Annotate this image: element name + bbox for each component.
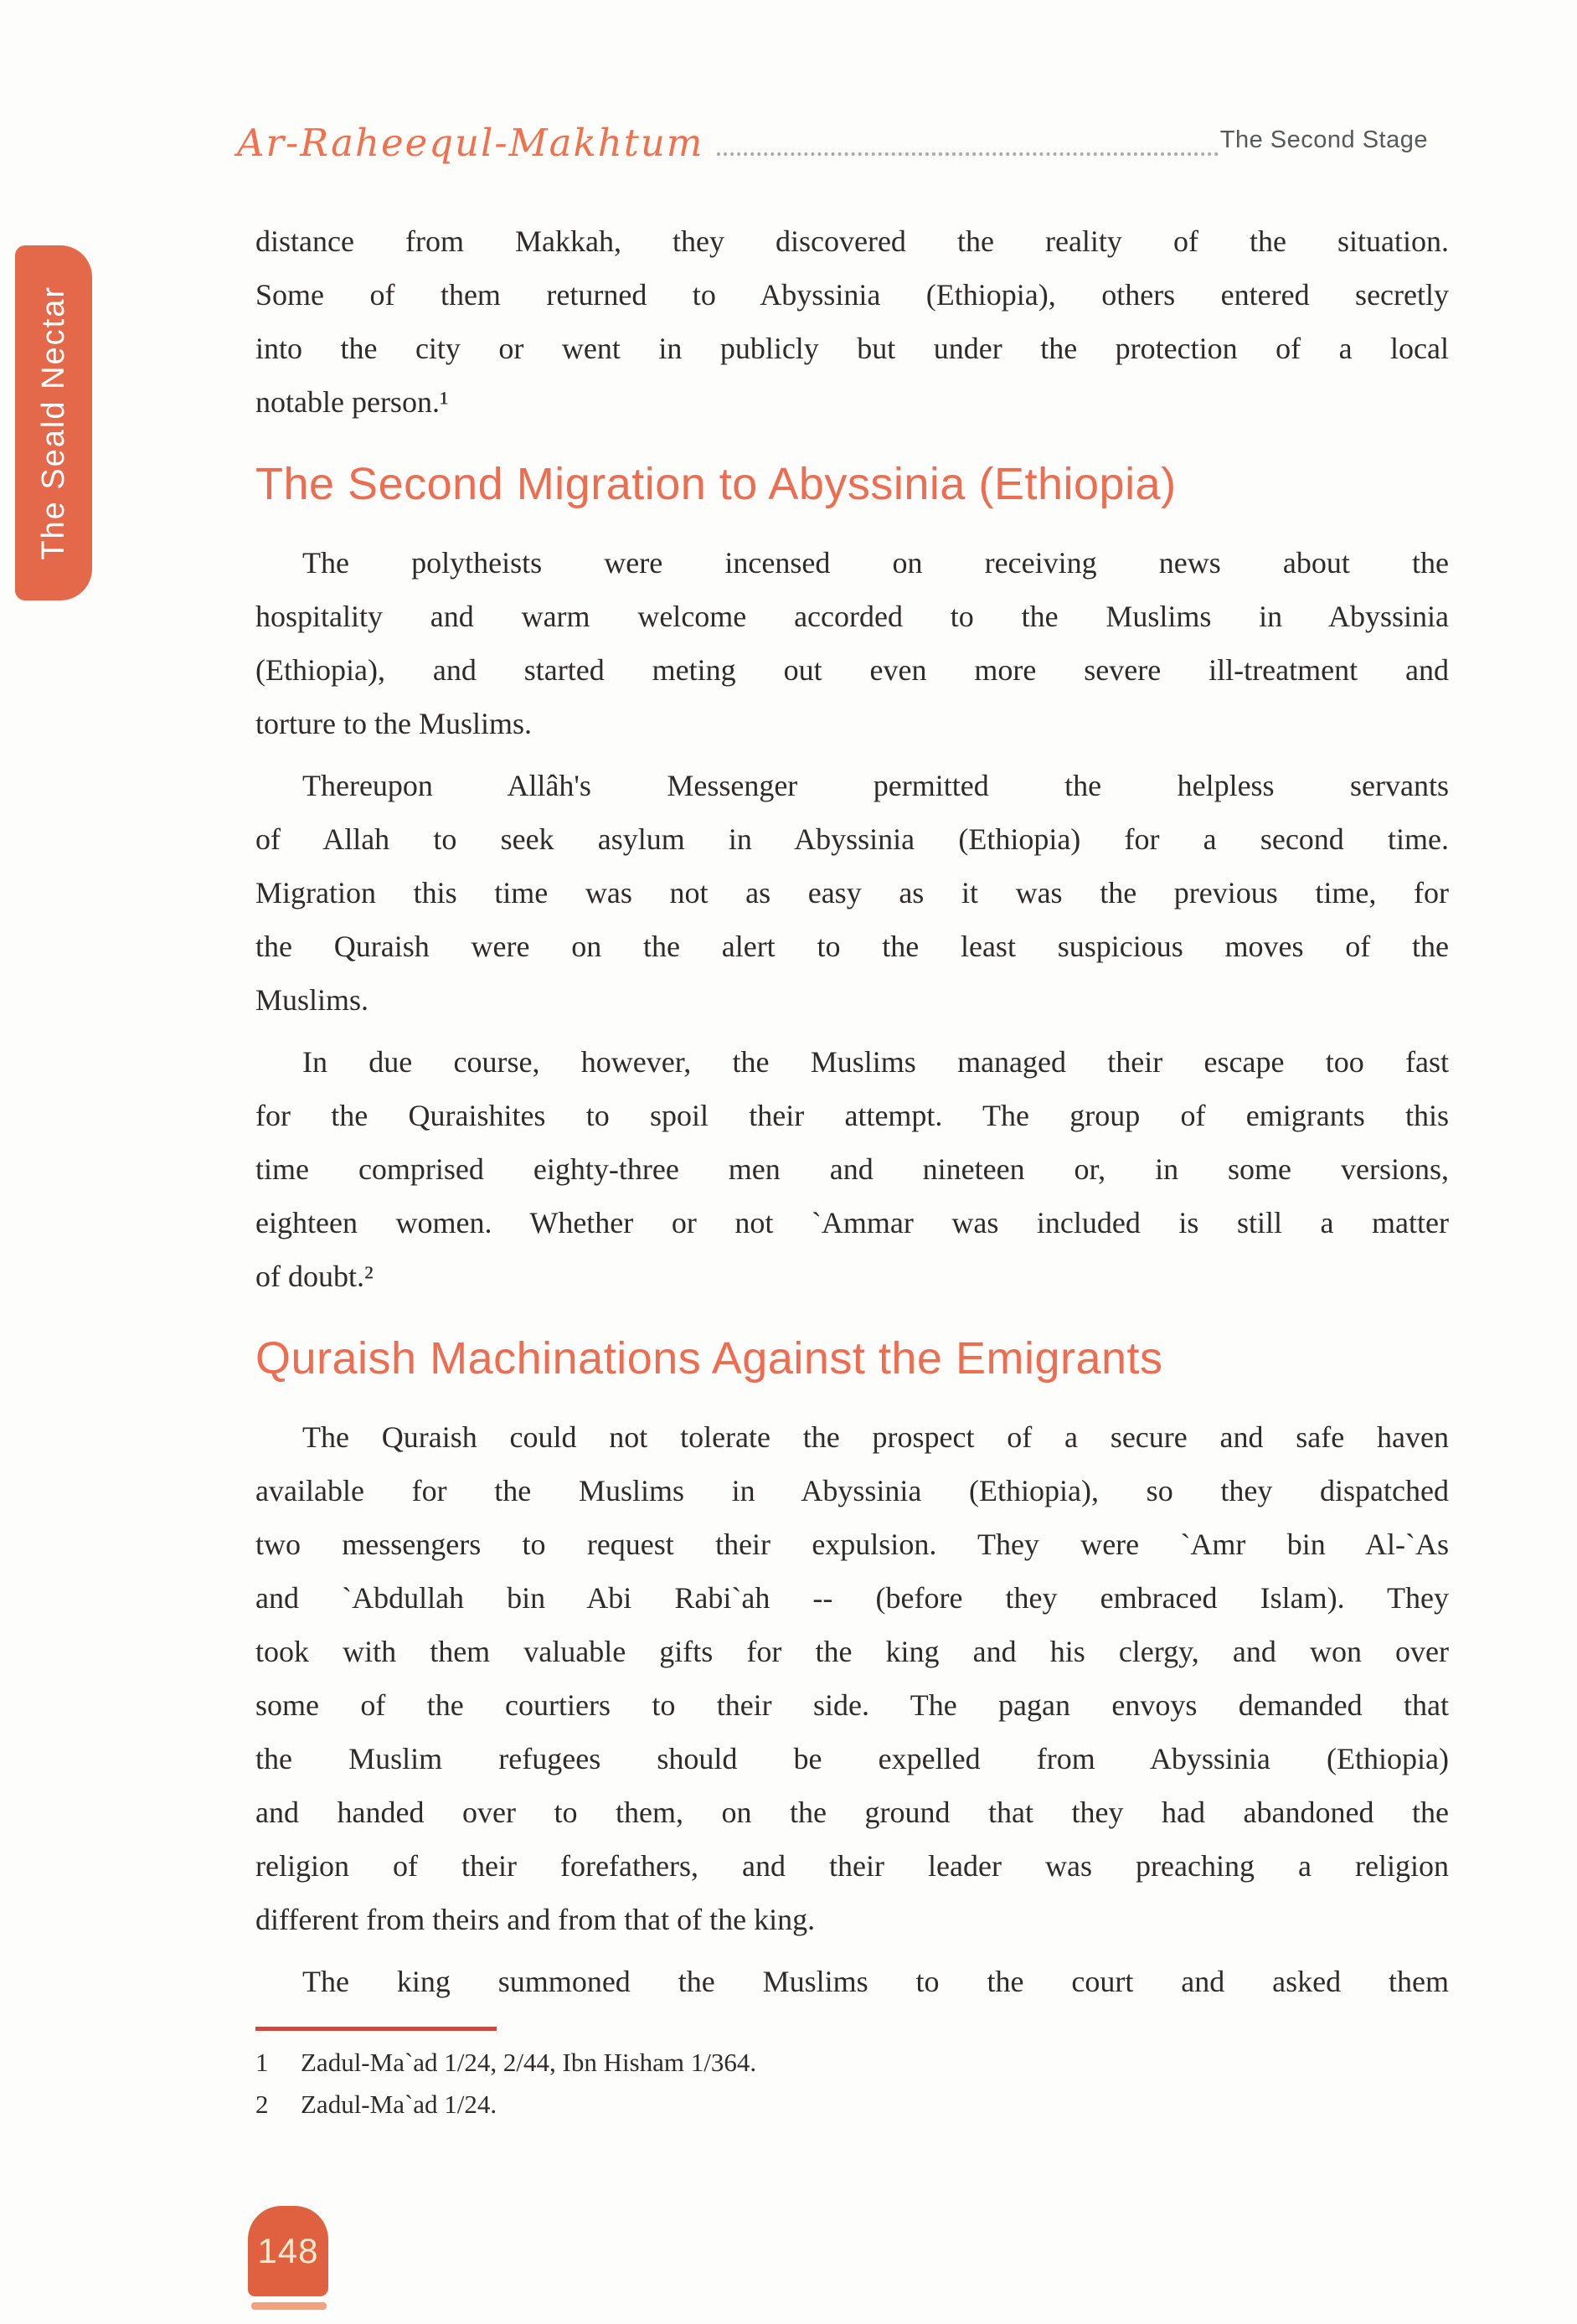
paragraph-last-line: The king summoned the Muslims to the court and asked them xyxy=(302,1965,1449,1998)
footnote-number: 2 xyxy=(255,2090,269,2119)
page-content xyxy=(255,214,1449,2017)
paragraph: The polytheists were incensed on receiving news about the hospitality and warm welcome accorded to the Muslims in Abyssinia (Ethiopia), and started meting out even more severe ill-treatment and torture to the Muslims. xyxy=(255,546,1449,740)
footnote-separator-rule xyxy=(255,2027,497,2031)
side-thumb-tab xyxy=(15,245,92,600)
page-number-box xyxy=(248,2206,328,2296)
footnote-number: 1 xyxy=(255,2048,269,2077)
footnote-text: Zadul-Ma`ad 1/24. xyxy=(301,2090,497,2119)
side-tab-label: The Seald Nectar xyxy=(35,286,71,560)
footnote-item xyxy=(255,2042,1177,2084)
page-header xyxy=(237,122,1428,166)
dotted-leader-line xyxy=(717,152,1218,156)
book-title-script: Ar-Raheequl-Makhtum xyxy=(237,121,704,165)
footnotes xyxy=(255,2042,1177,2126)
footer-dash xyxy=(251,2302,327,2310)
footnote-text: Zadul-Ma`ad 1/24, 2/44, Ibn Hisham 1/364. xyxy=(301,2048,757,2077)
section-heading-second-migration: The Second Migration to Abyssinia (Ethiopia) xyxy=(255,459,1177,509)
section-stage-label: The Second Stage xyxy=(1219,126,1428,153)
paragraph: Thereupon Allâh's Messenger permitted the helpless servants of Allah to seek asylum in Abyssinia (Ethiopia) for a second time. Migration this time was not as easy as it was the previous time, for the Quraish were on the alert to the least suspicious moves of the Muslims. xyxy=(255,769,1449,1017)
section-heading-quraish-machinations: Quraish Machinations Against the Emigrants xyxy=(255,1333,1163,1384)
paragraph: The Quraish could not tolerate the prospect of a secure and safe haven available for the Muslims in Abyssinia (Ethiopia), so they dispatched two messengers to request their expulsion. They were `Amr bin Al-`As and `Abdullah bin Abi Rabi`ah -- (before they embraced Islam). They took with them valuable gifts for the king and his clergy, and won over some of the courtiers to their side. The pagan envoys demanded that the Muslim refugees should be expelled from Abyssinia (Ethiopia) and handed over to them, on the ground that they had abandoned the religion of their forefathers, and their leader was preaching a religion different from theirs and from that of the king. xyxy=(255,1420,1449,1936)
paragraph: In due course, however, the Muslims managed their escape too fast for the Quraishites to spoil their attempt. The group of emigrants this time comprised eighty-three men and nineteen or, in some versions, eighteen women. Whether or not `Ammar was included is still a matter of doubt.² xyxy=(255,1045,1449,1293)
page-number: 148 xyxy=(257,2231,319,2270)
paragraph-continued: distance from Makkah, they discovered the reality of the situation. Some of them returned to Abyssinia (Ethiopia), others entered secretly into the city or went in publicly but under the protection of a local notable person.¹ xyxy=(255,224,1449,419)
footnote-item xyxy=(255,2084,1177,2126)
